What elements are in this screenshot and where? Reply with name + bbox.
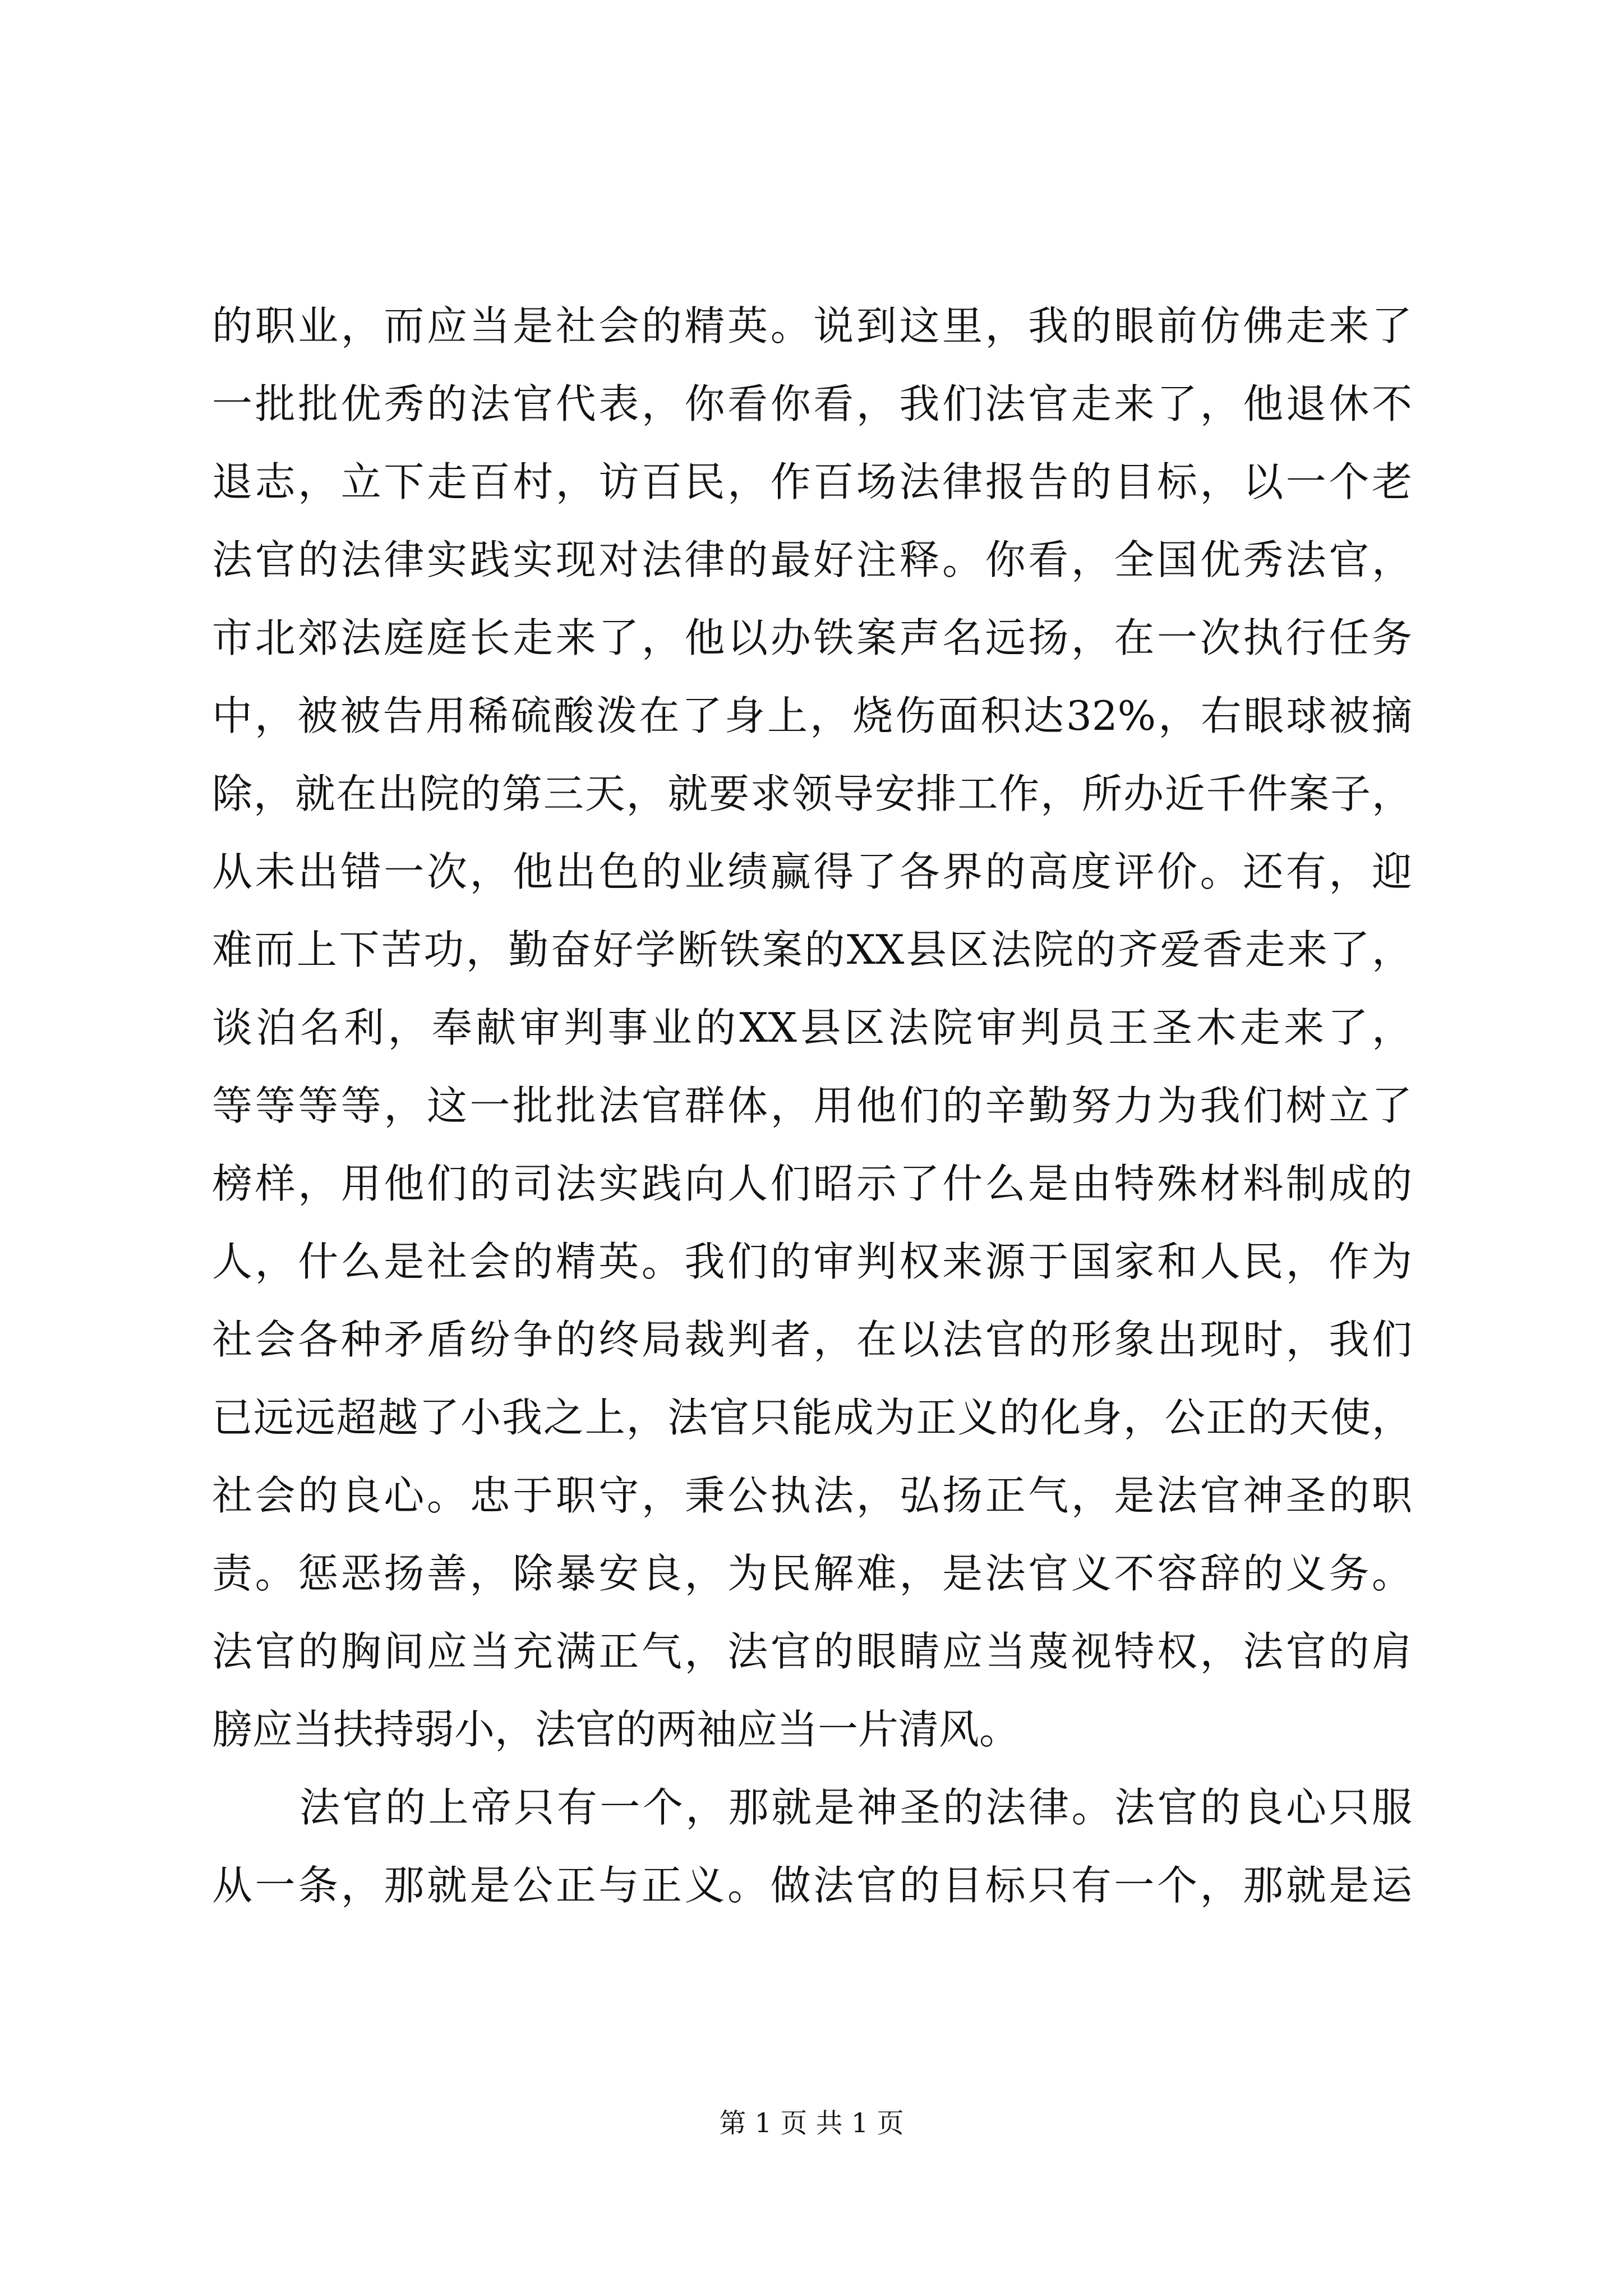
text-line: 榜样，用他们的司法实践向人们昭示了什么是由特殊材料制成的	[212, 1160, 1412, 1207]
text-line: 人，什么是社会的精英。我们的审判权来源于国家和人民，作为	[212, 1238, 1412, 1285]
text-line: 谈泊名利，奉献审判事业的XX县区法院审判员王圣木走来了，	[212, 1004, 1412, 1051]
text-line: 从未出错一次，他出色的业绩赢得了各界的高度评价。还有，迎	[212, 848, 1412, 895]
text-line: 退志，立下走百村，访百民，作百场法律报告的目标，以一个老	[212, 458, 1412, 505]
text-line: 除，就在出院的第三天，就要求领导安排工作，所办近千件案子，	[212, 770, 1412, 817]
text-line: 社会的良心。忠于职守，秉公执法，弘扬正气，是法官神圣的职	[212, 1472, 1412, 1519]
text-line: 中，被被告用稀硫酸泼在了身上，烧伤面积达32%，右眼球被摘	[212, 692, 1412, 739]
text-line: 难而上下苦功，勤奋好学断铁案的XX县区法院的齐爱香走来了，	[212, 926, 1412, 973]
page-number-label: 第 1 页 共 1 页	[719, 2108, 904, 2139]
text-line: 等等等等，这一批批法官群体，用他们的辛勤努力为我们树立了	[212, 1082, 1412, 1129]
text-line: 已远远超越了小我之上，法官只能成为正义的化身，公正的天使，	[212, 1394, 1412, 1441]
body-text	[212, 287, 1412, 1925]
text-line: 责。惩恶扬善，除暴安良，为民解难，是法官义不容辞的义务。	[212, 1550, 1412, 1597]
page-footer	[0, 2104, 1623, 2143]
text-line: 市北郊法庭庭长走来了，他以办铁案声名远扬，在一次执行任务	[212, 614, 1412, 661]
text-line: 法官的法律实践实现对法律的最好注释。你看，全国优秀法官，	[212, 536, 1412, 583]
text-line: 的职业，而应当是社会的精英。说到这里，我的眼前仿佛走来了	[212, 302, 1412, 349]
text-line: 一批批优秀的法官代表，你看你看，我们法官走来了，他退休不	[212, 380, 1412, 427]
text-line: 社会各种矛盾纷争的终局裁判者，在以法官的形象出现时，我们	[212, 1316, 1412, 1363]
paragraph-start-line: 法官的上帝只有一个，那就是神圣的法律。法官的良心只服	[299, 1784, 1412, 1831]
paragraph-end-line: 膀应当扶持弱小，法官的两袖应当一片清风。	[212, 1706, 1020, 1753]
text-line: 法官的胸间应当充满正气，法官的眼睛应当蔑视特权，法官的肩	[212, 1628, 1412, 1675]
text-line: 从一条，那就是公正与正义。做法官的目标只有一个，那就是运	[212, 1862, 1412, 1909]
